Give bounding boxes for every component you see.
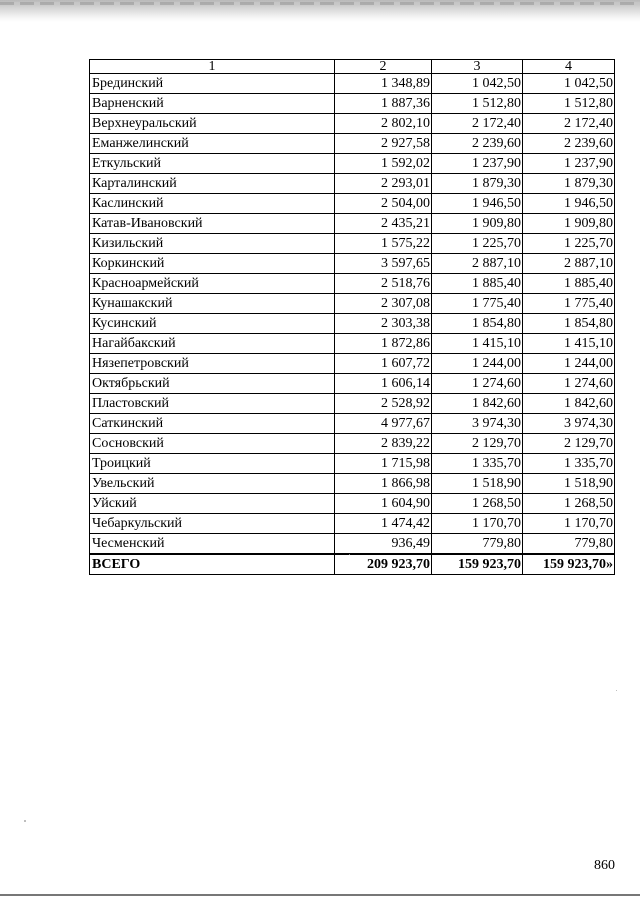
value-cell-col4: 1 274,60 xyxy=(523,374,615,394)
value-cell-col4: 1 909,80 xyxy=(523,214,615,234)
table-row xyxy=(90,394,615,414)
value-cell-col4: 1 518,90 xyxy=(523,474,615,494)
district-name-cell: Нязепетровский xyxy=(90,354,335,374)
district-name-cell: Троицкий xyxy=(90,454,335,474)
value-cell-col2: 936,49 xyxy=(335,534,432,555)
table-row xyxy=(90,314,615,334)
header-cell-1: 1 xyxy=(90,60,335,74)
district-name-cell: Чебаркульский xyxy=(90,514,335,534)
value-cell-col2: 2 839,22 xyxy=(335,434,432,454)
total-label-cell: ВСЕГО xyxy=(90,554,335,575)
value-cell-col3: 1 885,40 xyxy=(432,274,523,294)
value-cell-col2: 1 592,02 xyxy=(335,154,432,174)
value-cell-col3: 2 172,40 xyxy=(432,114,523,134)
district-name-cell: Саткинский xyxy=(90,414,335,434)
value-cell-col2: 1 866,98 xyxy=(335,474,432,494)
value-cell-col2: 1 474,42 xyxy=(335,514,432,534)
value-cell-col2: 1 607,72 xyxy=(335,354,432,374)
value-cell-col2: 1 872,86 xyxy=(335,334,432,354)
value-cell-col4: 1 244,00 xyxy=(523,354,615,374)
table-row xyxy=(90,174,615,194)
district-name-cell: Каслинский xyxy=(90,194,335,214)
total-value-col4: 159 923,70» xyxy=(523,554,615,575)
value-cell-col3: 1 274,60 xyxy=(432,374,523,394)
total-value-col2: 209 923,70 xyxy=(335,554,432,575)
table-row xyxy=(90,374,615,394)
value-cell-col3: 1 842,60 xyxy=(432,394,523,414)
district-name-cell: Нагайбакский xyxy=(90,334,335,354)
scan-speck xyxy=(24,820,26,822)
district-name-cell: Октябрьский xyxy=(90,374,335,394)
district-name-cell: Сосновский xyxy=(90,434,335,454)
value-cell-col3: 1 042,50 xyxy=(432,74,523,94)
value-cell-col3: 1 946,50 xyxy=(432,194,523,214)
value-cell-col4: 1 042,50 xyxy=(523,74,615,94)
value-cell-col4: 779,80 xyxy=(523,534,615,555)
district-name-cell: Чесменский xyxy=(90,534,335,555)
value-cell-col4: 2 239,60 xyxy=(523,134,615,154)
table-row xyxy=(90,274,615,294)
data-table xyxy=(89,59,615,575)
district-name-cell: Пластовский xyxy=(90,394,335,414)
value-cell-col3: 1 909,80 xyxy=(432,214,523,234)
value-cell-col4: 1 415,10 xyxy=(523,334,615,354)
header-cell-2: 2 xyxy=(335,60,432,74)
value-cell-col4: 2 172,40 xyxy=(523,114,615,134)
district-name-cell: Красноармейский xyxy=(90,274,335,294)
value-cell-col3: 1 518,90 xyxy=(432,474,523,494)
value-cell-col4: 1 512,80 xyxy=(523,94,615,114)
value-cell-col2: 1 887,36 xyxy=(335,94,432,114)
value-cell-col3: 2 129,70 xyxy=(432,434,523,454)
table-row xyxy=(90,154,615,174)
table-row xyxy=(90,294,615,314)
value-cell-col4: 1 879,30 xyxy=(523,174,615,194)
total-row xyxy=(90,554,615,575)
value-cell-col2: 2 293,01 xyxy=(335,174,432,194)
value-cell-col4: 1 268,50 xyxy=(523,494,615,514)
value-cell-col4: 1 885,40 xyxy=(523,274,615,294)
table-row xyxy=(90,214,615,234)
table-body xyxy=(90,60,615,575)
value-cell-col3: 779,80 xyxy=(432,534,523,555)
scan-top-artifact xyxy=(0,2,640,5)
table-row xyxy=(90,74,615,94)
table-row xyxy=(90,134,615,154)
value-cell-col3: 1 268,50 xyxy=(432,494,523,514)
table-row xyxy=(90,334,615,354)
value-cell-col2: 2 518,76 xyxy=(335,274,432,294)
value-cell-col2: 2 307,08 xyxy=(335,294,432,314)
value-cell-col2: 1 575,22 xyxy=(335,234,432,254)
value-cell-col3: 1 854,80 xyxy=(432,314,523,334)
value-cell-col3: 1 170,70 xyxy=(432,514,523,534)
total-value-col3: 159 923,70 xyxy=(432,554,523,575)
value-cell-col3: 1 775,40 xyxy=(432,294,523,314)
table-row xyxy=(90,534,615,555)
table-row xyxy=(90,434,615,454)
value-cell-col3: 1 237,90 xyxy=(432,154,523,174)
value-cell-col3: 2 887,10 xyxy=(432,254,523,274)
district-name-cell: Уйский xyxy=(90,494,335,514)
value-cell-col3: 1 244,00 xyxy=(432,354,523,374)
value-cell-col4: 1 237,90 xyxy=(523,154,615,174)
district-name-cell: Кизильский xyxy=(90,234,335,254)
district-name-cell: Верхнеуральский xyxy=(90,114,335,134)
value-cell-col3: 1 335,70 xyxy=(432,454,523,474)
value-cell-col2: 2 504,00 xyxy=(335,194,432,214)
district-name-cell: Катав-Ивановский xyxy=(90,214,335,234)
district-name-cell: Еткульский xyxy=(90,154,335,174)
table-row xyxy=(90,254,615,274)
table-row xyxy=(90,234,615,254)
table-row xyxy=(90,354,615,374)
table-row xyxy=(90,414,615,434)
table-row xyxy=(90,454,615,474)
value-cell-col4: 2 129,70 xyxy=(523,434,615,454)
table-row xyxy=(90,474,615,494)
value-cell-col4: 1 854,80 xyxy=(523,314,615,334)
value-cell-col4: 1 946,50 xyxy=(523,194,615,214)
value-cell-col3: 1 512,80 xyxy=(432,94,523,114)
scan-speck xyxy=(616,690,617,691)
value-cell-col2: 4 977,67 xyxy=(335,414,432,434)
value-cell-col4: 1 225,70 xyxy=(523,234,615,254)
value-cell-col2: 1 715,98 xyxy=(335,454,432,474)
value-cell-col4: 3 974,30 xyxy=(523,414,615,434)
district-name-cell: Брединский xyxy=(90,74,335,94)
value-cell-col2: 2 927,58 xyxy=(335,134,432,154)
value-cell-col2: 1 348,89 xyxy=(335,74,432,94)
table-row xyxy=(90,514,615,534)
header-cell-4: 4 xyxy=(523,60,615,74)
value-cell-col2: 2 802,10 xyxy=(335,114,432,134)
value-cell-col2: 3 597,65 xyxy=(335,254,432,274)
value-cell-col3: 2 239,60 xyxy=(432,134,523,154)
table-row xyxy=(90,94,615,114)
value-cell-col3: 1 225,70 xyxy=(432,234,523,254)
district-name-cell: Варненский xyxy=(90,94,335,114)
table-row xyxy=(90,494,615,514)
district-name-cell: Коркинский xyxy=(90,254,335,274)
table-row xyxy=(90,194,615,214)
district-name-cell: Увельский xyxy=(90,474,335,494)
scan-speck xyxy=(349,554,350,555)
value-cell-col2: 2 303,38 xyxy=(335,314,432,334)
value-cell-col3: 3 974,30 xyxy=(432,414,523,434)
bottom-scan-line xyxy=(0,894,640,896)
table-header-row xyxy=(90,60,615,74)
value-cell-col4: 1 775,40 xyxy=(523,294,615,314)
value-cell-col2: 2 528,92 xyxy=(335,394,432,414)
district-name-cell: Кусинский xyxy=(90,314,335,334)
header-cell-3: 3 xyxy=(432,60,523,74)
value-cell-col4: 1 170,70 xyxy=(523,514,615,534)
district-name-cell: Карталинский xyxy=(90,174,335,194)
value-cell-col3: 1 415,10 xyxy=(432,334,523,354)
value-cell-col2: 1 606,14 xyxy=(335,374,432,394)
value-cell-col4: 1 842,60 xyxy=(523,394,615,414)
value-cell-col4: 2 887,10 xyxy=(523,254,615,274)
table-row xyxy=(90,114,615,134)
district-name-cell: Кунашакский xyxy=(90,294,335,314)
value-cell-col2: 2 435,21 xyxy=(335,214,432,234)
value-cell-col3: 1 879,30 xyxy=(432,174,523,194)
value-cell-col4: 1 335,70 xyxy=(523,454,615,474)
page-number: 860 xyxy=(594,858,615,873)
district-name-cell: Еманжелинский xyxy=(90,134,335,154)
value-cell-col2: 1 604,90 xyxy=(335,494,432,514)
